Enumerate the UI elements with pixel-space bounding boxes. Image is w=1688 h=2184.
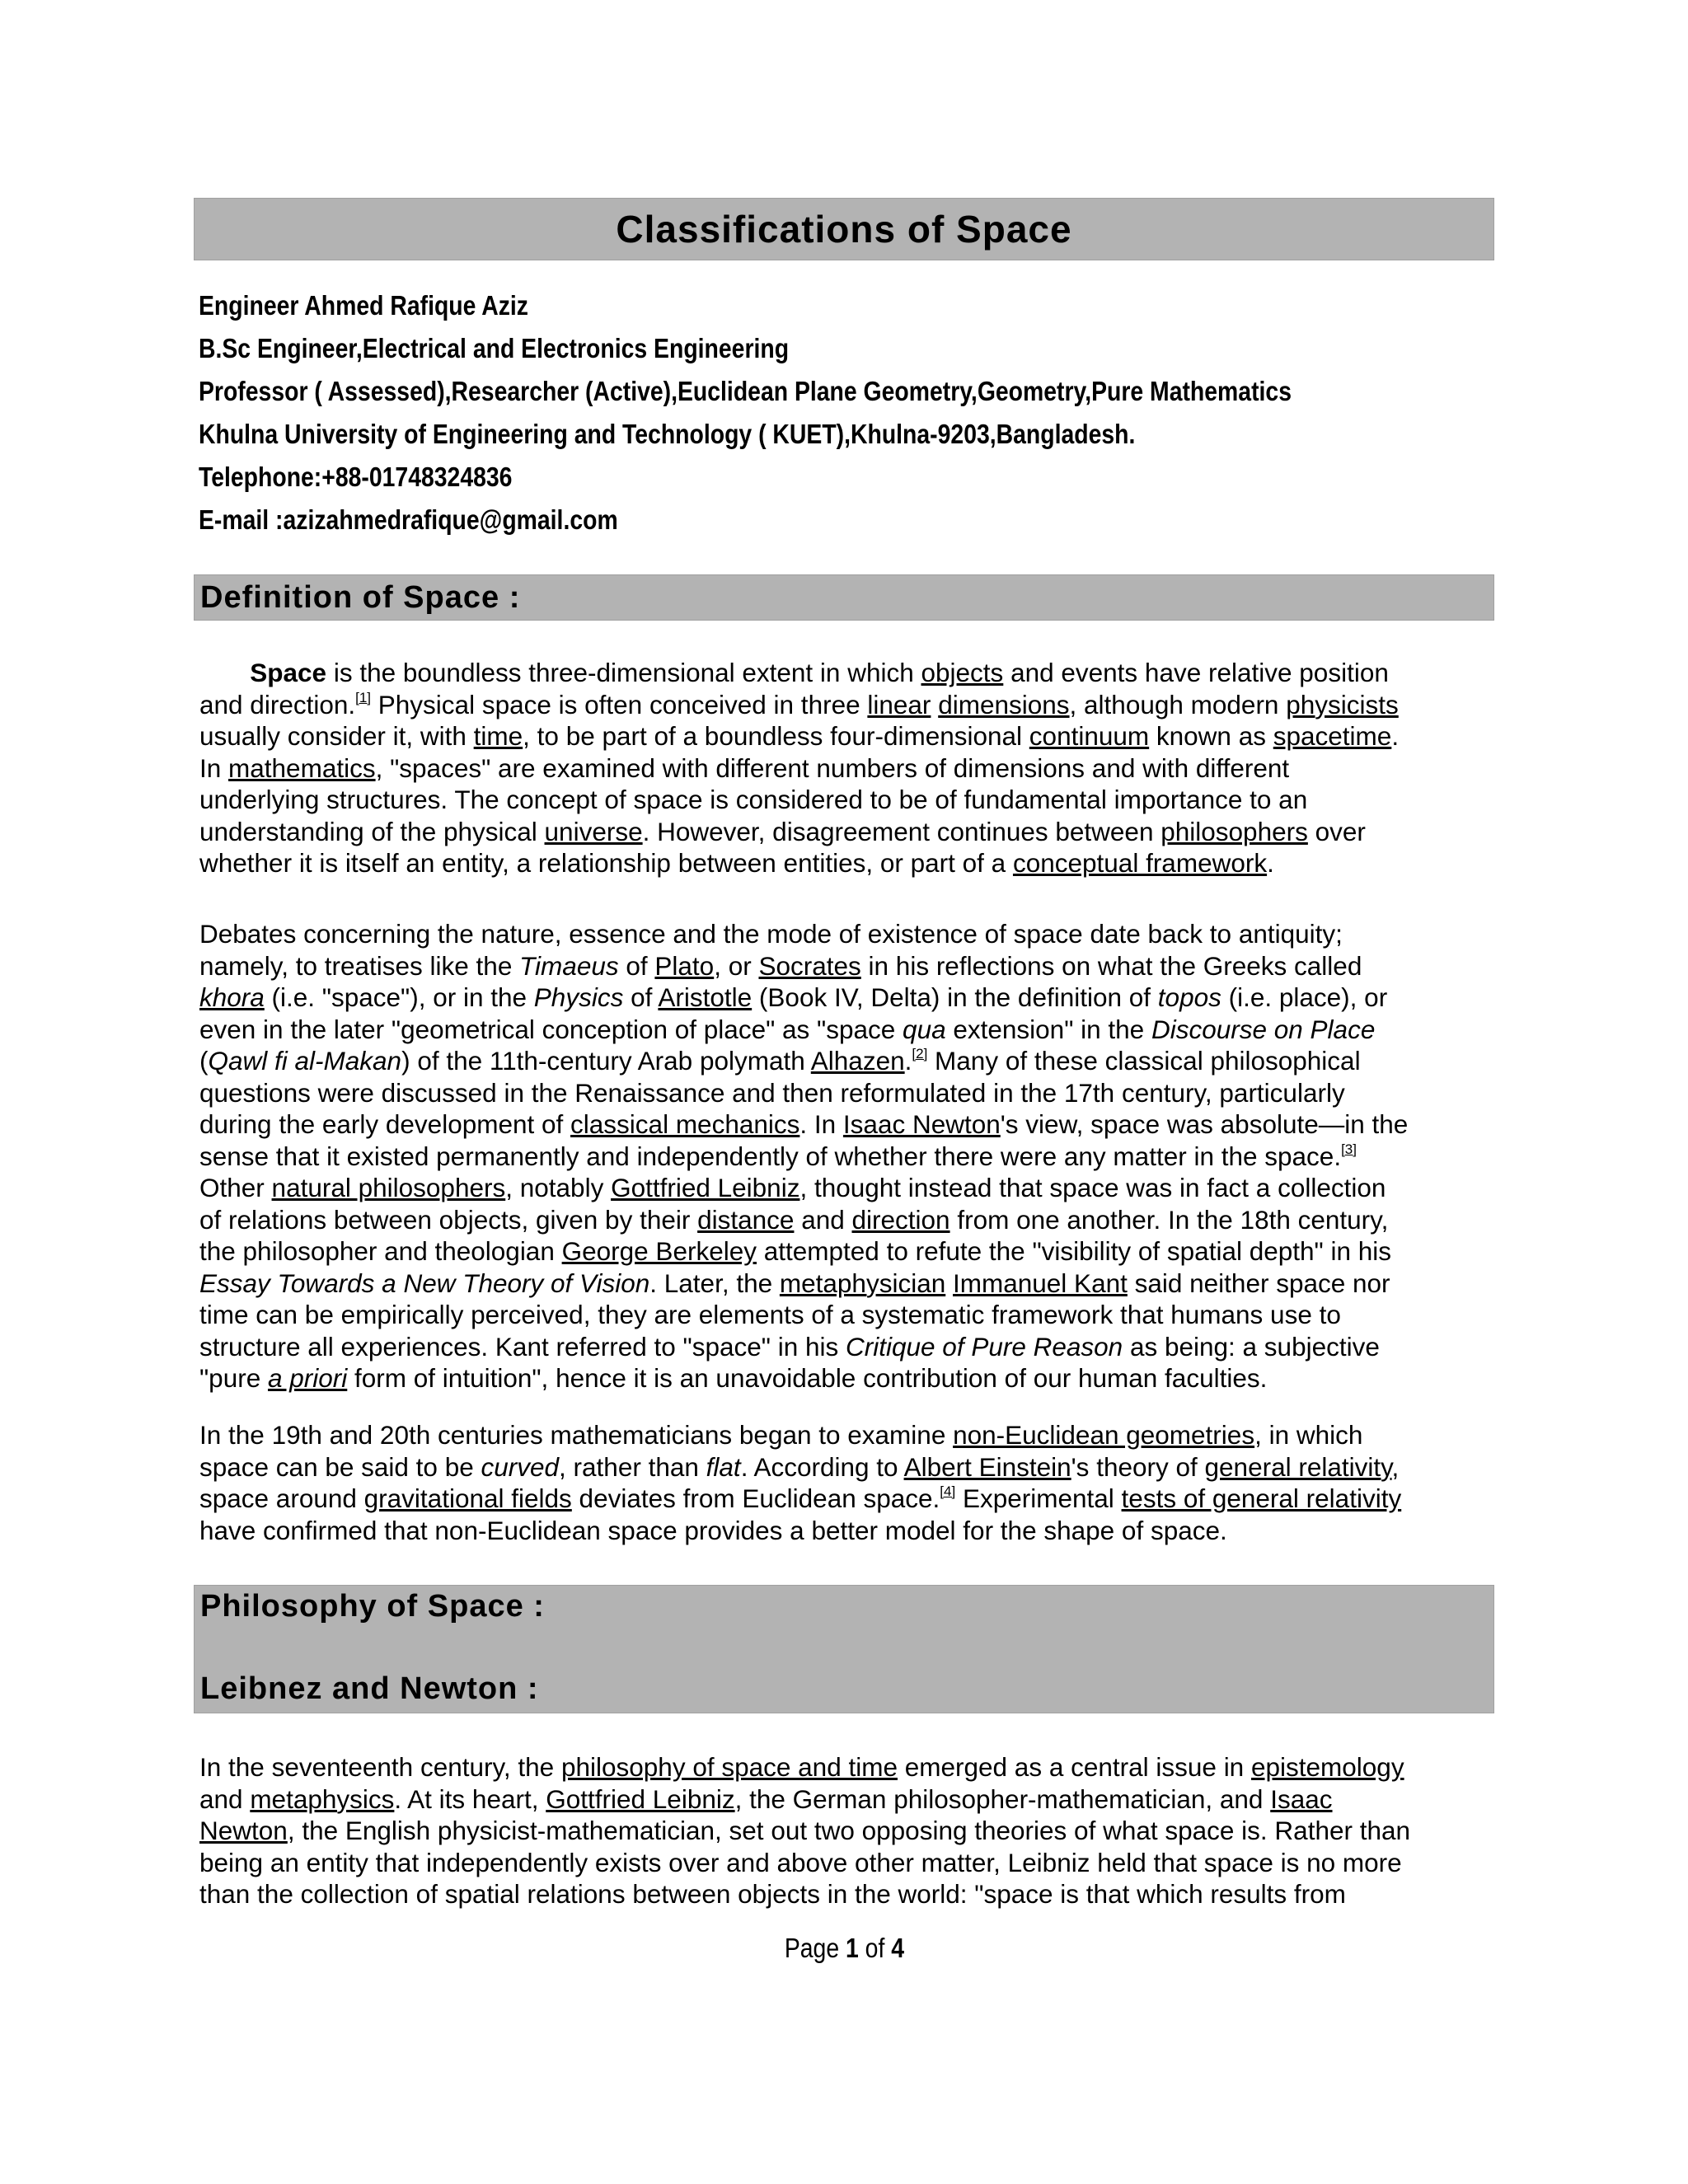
definition-heading-bar (194, 574, 1494, 621)
page-number: 1 (845, 1933, 859, 1963)
hyperlink[interactable]: distance (697, 1204, 795, 1235)
text-line: have confirmed that non-Euclidean space provides a better model for the shape of space. (199, 1515, 1227, 1545)
text-line: time can be empirically perceived, they are elements of a systematic framework that humans use to (199, 1300, 1341, 1329)
debates-paragraph (199, 918, 1510, 1394)
hyperlink[interactable]: dimensions (938, 689, 1070, 719)
text-line: underlying structures. The concept of space is considered to be of fundamental importance to an (199, 785, 1308, 814)
definition-heading: Definition of Space : (200, 580, 521, 615)
text-line: In mathematics, "spaces" are examined with different numbers of dimensions and with different (199, 752, 1290, 783)
text-line: understanding of the physical universe. However, disagreement continues between philosophers over (199, 816, 1366, 846)
hyperlink[interactable]: universe (544, 816, 643, 846)
hyperlink[interactable]: Plato (654, 950, 715, 981)
text-line: namely, to treatises like the Timaeus of Plato, or Socrates in his reflections on what the Greeks called (199, 950, 1362, 981)
text-line: whether it is itself an entity, a relationship between entities, or part of a conceptual framework. (199, 848, 1274, 878)
text-line: during the early development of classical mechanics. In Isaac Newton's view, space was absolute—in the (199, 1109, 1409, 1139)
hyperlink[interactable]: linear (867, 689, 931, 719)
hyperlink[interactable]: general relativity (1204, 1451, 1392, 1482)
definition-text (199, 657, 1510, 879)
text-line: In the 19th and 20th centuries mathematicians began to examine non-Euclidean geometries, in which (199, 1420, 1363, 1450)
page-label: Page (784, 1933, 839, 1963)
of-label: of (865, 1933, 884, 1963)
leibnez-text (199, 1751, 1510, 1910)
page-footer (0, 1933, 1688, 1964)
text-line: usually consider it, with time, to be part of a boundless four-dimensional continuum known as spacetime. (199, 721, 1400, 751)
text-line: sense that it existed permanently and independently of whether there were any matter in the space.[3] (199, 1141, 1357, 1171)
hyperlink[interactable]: Isaac Newton (842, 1109, 1001, 1139)
citation-ref-link[interactable]: [2] (912, 1046, 928, 1062)
hyperlink[interactable]: philosophy of space and time (560, 1752, 898, 1782)
text-line: and direction.[1] Physical space is often conceived in three linear dimensions, although modern physicists (199, 689, 1399, 719)
hyperlink[interactable]: Alhazen (810, 1046, 905, 1076)
philosophy-heading-bar (194, 1585, 1494, 1713)
hyperlink[interactable]: objects (921, 658, 1004, 687)
debates-text (199, 918, 1510, 1394)
text-line: and metaphysics. At its heart, Gottfried Leibniz, the German philosopher-mathematician, and Isaac (199, 1783, 1333, 1814)
text-line: space can be said to be curved, rather than flat. According to Albert Einstein's theory of general relativity, (199, 1451, 1400, 1482)
hyperlink[interactable]: non-Euclidean geometries (953, 1420, 1255, 1450)
text-line: questions were discussed in the Renaissance and then reformulated in the 17th century, particularly (199, 1077, 1345, 1108)
hyperlink[interactable]: Gottfried Leibniz (611, 1173, 800, 1202)
text-line: of relations between objects, given by their distance and direction from one another. In the 18th century, (199, 1204, 1389, 1235)
text-line: Space is the boundless three-dimensional extent in which objects and events have relative position (250, 658, 1389, 687)
centuries-text (199, 1419, 1510, 1546)
hyperlink[interactable]: continuum (1029, 721, 1150, 751)
text-line: (Qawl fi al-Makan) of the 11th-century Arab polymath Alhazen.[2] Many of these classical philosophical (199, 1046, 1361, 1076)
hyperlink[interactable]: Gottfried Leibniz (546, 1783, 735, 1814)
hyperlink[interactable]: khora (199, 982, 265, 1012)
text-line: the philosopher and theologian George Berkeley attempted to refute the "visibility of spatial depth" in his (199, 1236, 1392, 1266)
citation-ref-link[interactable]: [1] (355, 689, 372, 705)
hyperlink[interactable]: metaphysics (250, 1783, 395, 1814)
citation-ref-link[interactable]: [3] (1341, 1141, 1357, 1157)
hyperlink[interactable]: conceptual framework (1012, 848, 1268, 878)
hyperlink[interactable]: Isaac (1270, 1783, 1333, 1814)
hyperlink[interactable]: gravitational fields (363, 1483, 572, 1513)
hyperlink[interactable]: classical mechanics (570, 1109, 800, 1139)
hyperlink[interactable]: Immanuel Kant (953, 1268, 1128, 1298)
hyperlink[interactable]: Albert Einstein (903, 1451, 1071, 1482)
text-line: khora (i.e. "space"), or in the Physics of Aristotle (Book IV, Delta) in the definition of topos (i.e. place), or (199, 982, 1388, 1012)
text-line: Newton, the English physicist-mathematician, set out two opposing theories of what space is. Rather than (199, 1816, 1411, 1845)
hyperlink[interactable]: Newton (199, 1816, 288, 1845)
text-line: structure all experiences. Kant referred to "space" in his Critique of Pure Reason as being: a subjective (199, 1331, 1380, 1361)
text-line: Other natural philosophers, notably Gottfried Leibniz, thought instead that space was in fact a collection (199, 1173, 1386, 1202)
text-line: In the seventeenth century, the philosophy of space and time emerged as a central issue in epistemology (199, 1752, 1404, 1782)
author-telephone: Telephone:+88-01748324836 (199, 462, 513, 492)
definition-paragraph (199, 657, 1510, 879)
hyperlink[interactable]: spacetime (1273, 721, 1392, 751)
hyperlink[interactable]: a priori (267, 1363, 348, 1393)
leibnez-paragraph (199, 1751, 1510, 1910)
text-line: being an entity that independently exists over and above other matter, Leibniz held that space is no more (199, 1847, 1402, 1877)
citation-ref-link[interactable]: [4] (940, 1483, 956, 1499)
title-banner (194, 198, 1494, 260)
hyperlink[interactable]: Aristotle (658, 982, 753, 1012)
hyperlink[interactable]: Socrates (758, 950, 861, 981)
text-line: even in the later "geometrical conception of place" as "space qua extension" in the Discourse on Place (199, 1014, 1376, 1044)
text-line: "pure a priori form of intuition", hence it is an unavoidable contribution of our human faculties. (199, 1363, 1268, 1393)
author-info (199, 284, 1501, 541)
text-line: Debates concerning the nature, essence and the mode of existence of space date back to antiquity; (199, 919, 1343, 949)
philosophy-heading: Philosophy of Space : (200, 1589, 545, 1624)
author-email: E-mail :azizahmedrafique@gmail.com (199, 504, 618, 535)
hyperlink[interactable]: metaphysician (779, 1268, 946, 1298)
document-title: Classifications of Space (616, 208, 1072, 251)
author-name: Engineer Ahmed Rafique Aziz (199, 290, 529, 321)
text-line: Essay Towards a New Theory of Vision. Later, the metaphysician Immanuel Kant said neither space nor (199, 1268, 1390, 1298)
hyperlink[interactable]: time (473, 721, 523, 751)
hyperlink[interactable]: natural philosophers (271, 1173, 506, 1202)
hyperlink[interactable]: epistemology (1250, 1752, 1404, 1782)
hyperlink[interactable]: philosophers (1160, 816, 1308, 846)
hyperlink[interactable]: mathematics (228, 752, 376, 783)
hyperlink[interactable]: tests of general relativity (1121, 1483, 1402, 1513)
text-line: space around gravitational fields deviates from Euclidean space.[4] Experimental tests of general relativity (199, 1483, 1402, 1513)
text-line: than the collection of spatial relations between objects in the world: "space is that which results from (199, 1879, 1346, 1909)
hyperlink[interactable]: George Berkeley (561, 1236, 757, 1266)
author-institution: Khulna University of Engineering and Technology ( KUET),Khulna-9203,Bangladesh. (199, 419, 1136, 449)
author-degree: B.Sc Engineer,Electrical and Electronics Engineering (199, 333, 790, 363)
leibnez-heading: Leibnez and Newton : (200, 1671, 539, 1706)
hyperlink[interactable]: direction (851, 1204, 950, 1235)
centuries-paragraph (199, 1419, 1510, 1546)
author-position: Professor ( Assessed),Researcher (Active),Euclidean Plane Geometry,Geometry,Pure Mathematics (199, 376, 1292, 406)
page-total: 4 (890, 1933, 904, 1963)
hyperlink[interactable]: physicists (1286, 689, 1399, 719)
